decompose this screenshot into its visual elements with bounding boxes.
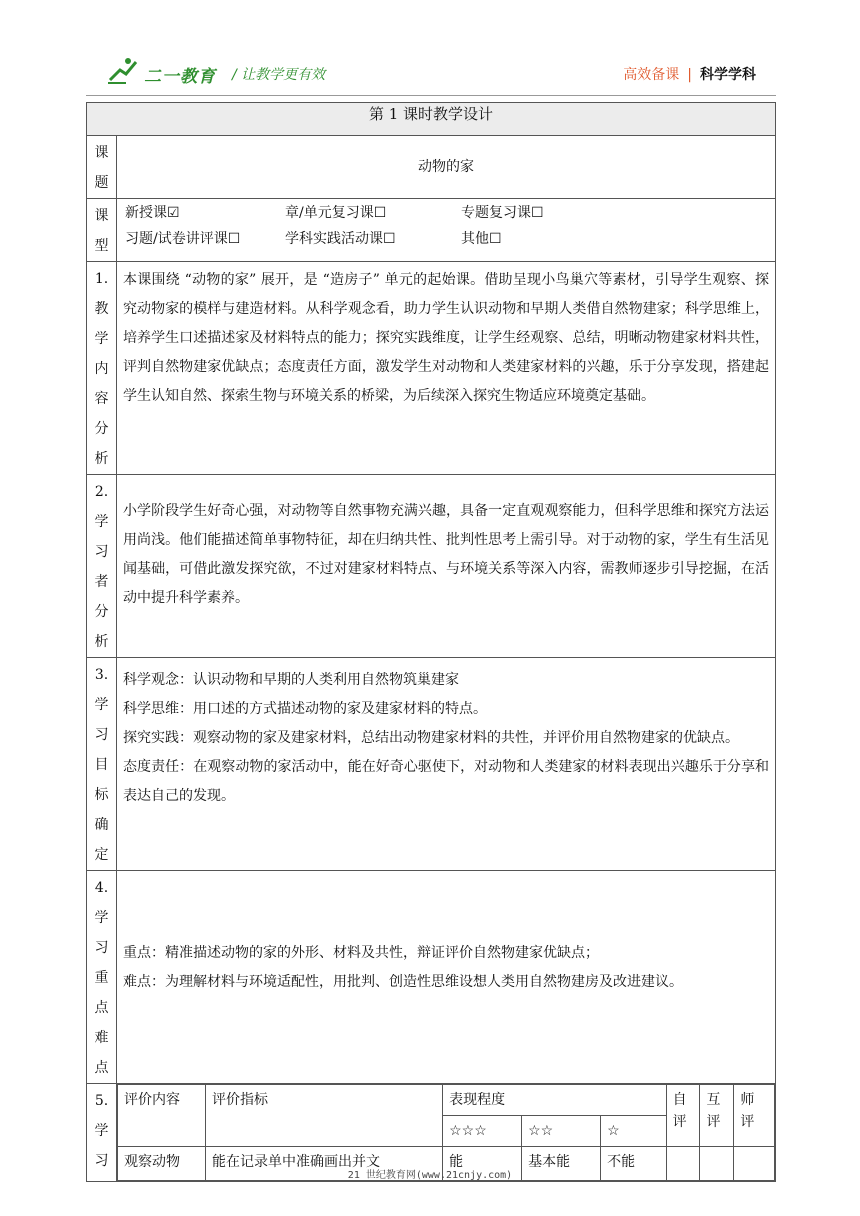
header-separator: | [687,67,692,83]
learning-objectives [117,658,776,871]
brand-slogan: / 让教学更有效 [232,67,326,83]
type-other[interactable]: 其他☐ [461,231,502,247]
type-new-lesson[interactable]: 新授课☑ [125,205,180,221]
eval-star-3: ☆☆☆ [443,1116,522,1147]
objective-thinking: 科学思维：用口述的方式描述动物的家及建家材料的特点。 [123,701,487,717]
header-tag-prep: 高效备课 [623,67,680,83]
key-difficult-points [117,871,776,1084]
eval-row-index: 能在记录单中准确画出并文 [206,1147,443,1181]
eval-row-content: 观察动物 [118,1147,206,1181]
eval-star-2: ☆☆ [522,1116,601,1147]
eval-star-1: ☆ [601,1116,666,1147]
lesson-plan-table [86,102,776,1182]
type-options [117,199,776,262]
eval-header-level: 表现程度 [443,1085,667,1116]
type-unit-review[interactable]: 章/单元复习课☐ [285,205,387,221]
section-4-label: 4. 学 习 重 点 难 点 [87,871,117,1084]
eval-header-index: 评价指标 [206,1085,443,1147]
topic-value: 动物的家 [117,136,776,199]
section-5-label: 5. 学 习 [87,1084,117,1182]
objective-concept: 科学观念：认识动物和早期的人类利用自然物筑巢建家 [123,672,459,688]
section-1-label: 1. 教 学 内 容 分 析 [87,262,117,475]
objective-practice: 探究实践：观察动物的家及建家材料，总结出动物建家材料的共性，并评价用自然物建家的优缺点。 [123,730,739,746]
type-practice-activity[interactable]: 学科实践活动课☐ [285,231,396,247]
type-label: 课 型 [87,199,117,262]
runner-logo-icon [106,56,142,86]
eval-header-teacher: 师 评 [734,1085,775,1147]
doc-title: 第 1 课时教学设计 [87,103,776,136]
page-footer: 21 世纪教育网(www.21cnjy.com) [347,1170,513,1181]
brand-name: 二一教育 [144,67,216,87]
content-analysis-text: 本课围绕 “动物的家” 展开，是 “造房子” 单元的起始课。借助呈现小鸟巢穴等素材，引导学生观察、探究动物家的模样与建造材料。从科学观念看，助力学生认识动物和早期人类借自然物建家；科学思维上，培养学生口述描述家及材料特点的能力；探究实践维度，让学生经观察、总结，明晰动物建家材料共性，评判自然物建家优缺点；态度责任方面，激发学生对动物和人类建家材料的兴趣，乐于分享发现，搭建起学生认知自然、探索生物与环境关系的桥梁，为后续深入探究生物适应环境奠定基础。 [117,262,776,475]
difficult-point: 难点：为理解材料与环境适配性，用批判、创造性思维设想人类用自然物建房及改进建议。 [123,974,683,990]
eval-row-level-1: 不能 [601,1147,666,1181]
header-rule [86,95,776,96]
section-3-label: 3. 学 习 目 标 确 定 [87,658,117,871]
section-2-label: 2. 学 习 者 分 析 [87,475,117,658]
page-header [0,0,860,100]
eval-header-content: 评价内容 [118,1085,206,1147]
eval-row-level-3: 能 [443,1147,522,1181]
logo [106,56,346,92]
topic-label: 课 题 [87,136,117,199]
eval-header-self: 自 评 [666,1085,700,1147]
header-tag-subject: 科学学科 [700,67,756,83]
learner-analysis-text: 小学阶段学生好奇心强，对动物等自然事物充满兴趣，具备一定直观观察能力，但科学思维和探究方法运用尚浅。他们能描述简单事物特征，却在归纳共性、批判性思考上需引导。对于动物的家，学生有生活见闻基础，可借此激发探究欲，不过对建家材料特点、与环境关系等深入内容，需教师逐步引导挖掘，在活动中提升科学素养。 [117,475,776,658]
eval-row-level-2: 基本能 [522,1147,601,1181]
type-topic-review[interactable]: 专题复习课☐ [461,205,544,221]
header-subject [623,64,756,84]
objective-attitude: 态度责任：在观察动物的家活动中，能在好奇心驱使下，对动物和人类建家的材料表现出兴趣乐于分享和表达自己的发现。 [123,759,769,804]
type-exercise-review[interactable]: 习题/试卷讲评课☐ [125,231,241,247]
eval-header-mutual: 互 评 [700,1085,734,1147]
key-point: 重点：精准描述动物的家的外形、材料及共性，辩证评价自然物建家优缺点； [123,945,599,961]
